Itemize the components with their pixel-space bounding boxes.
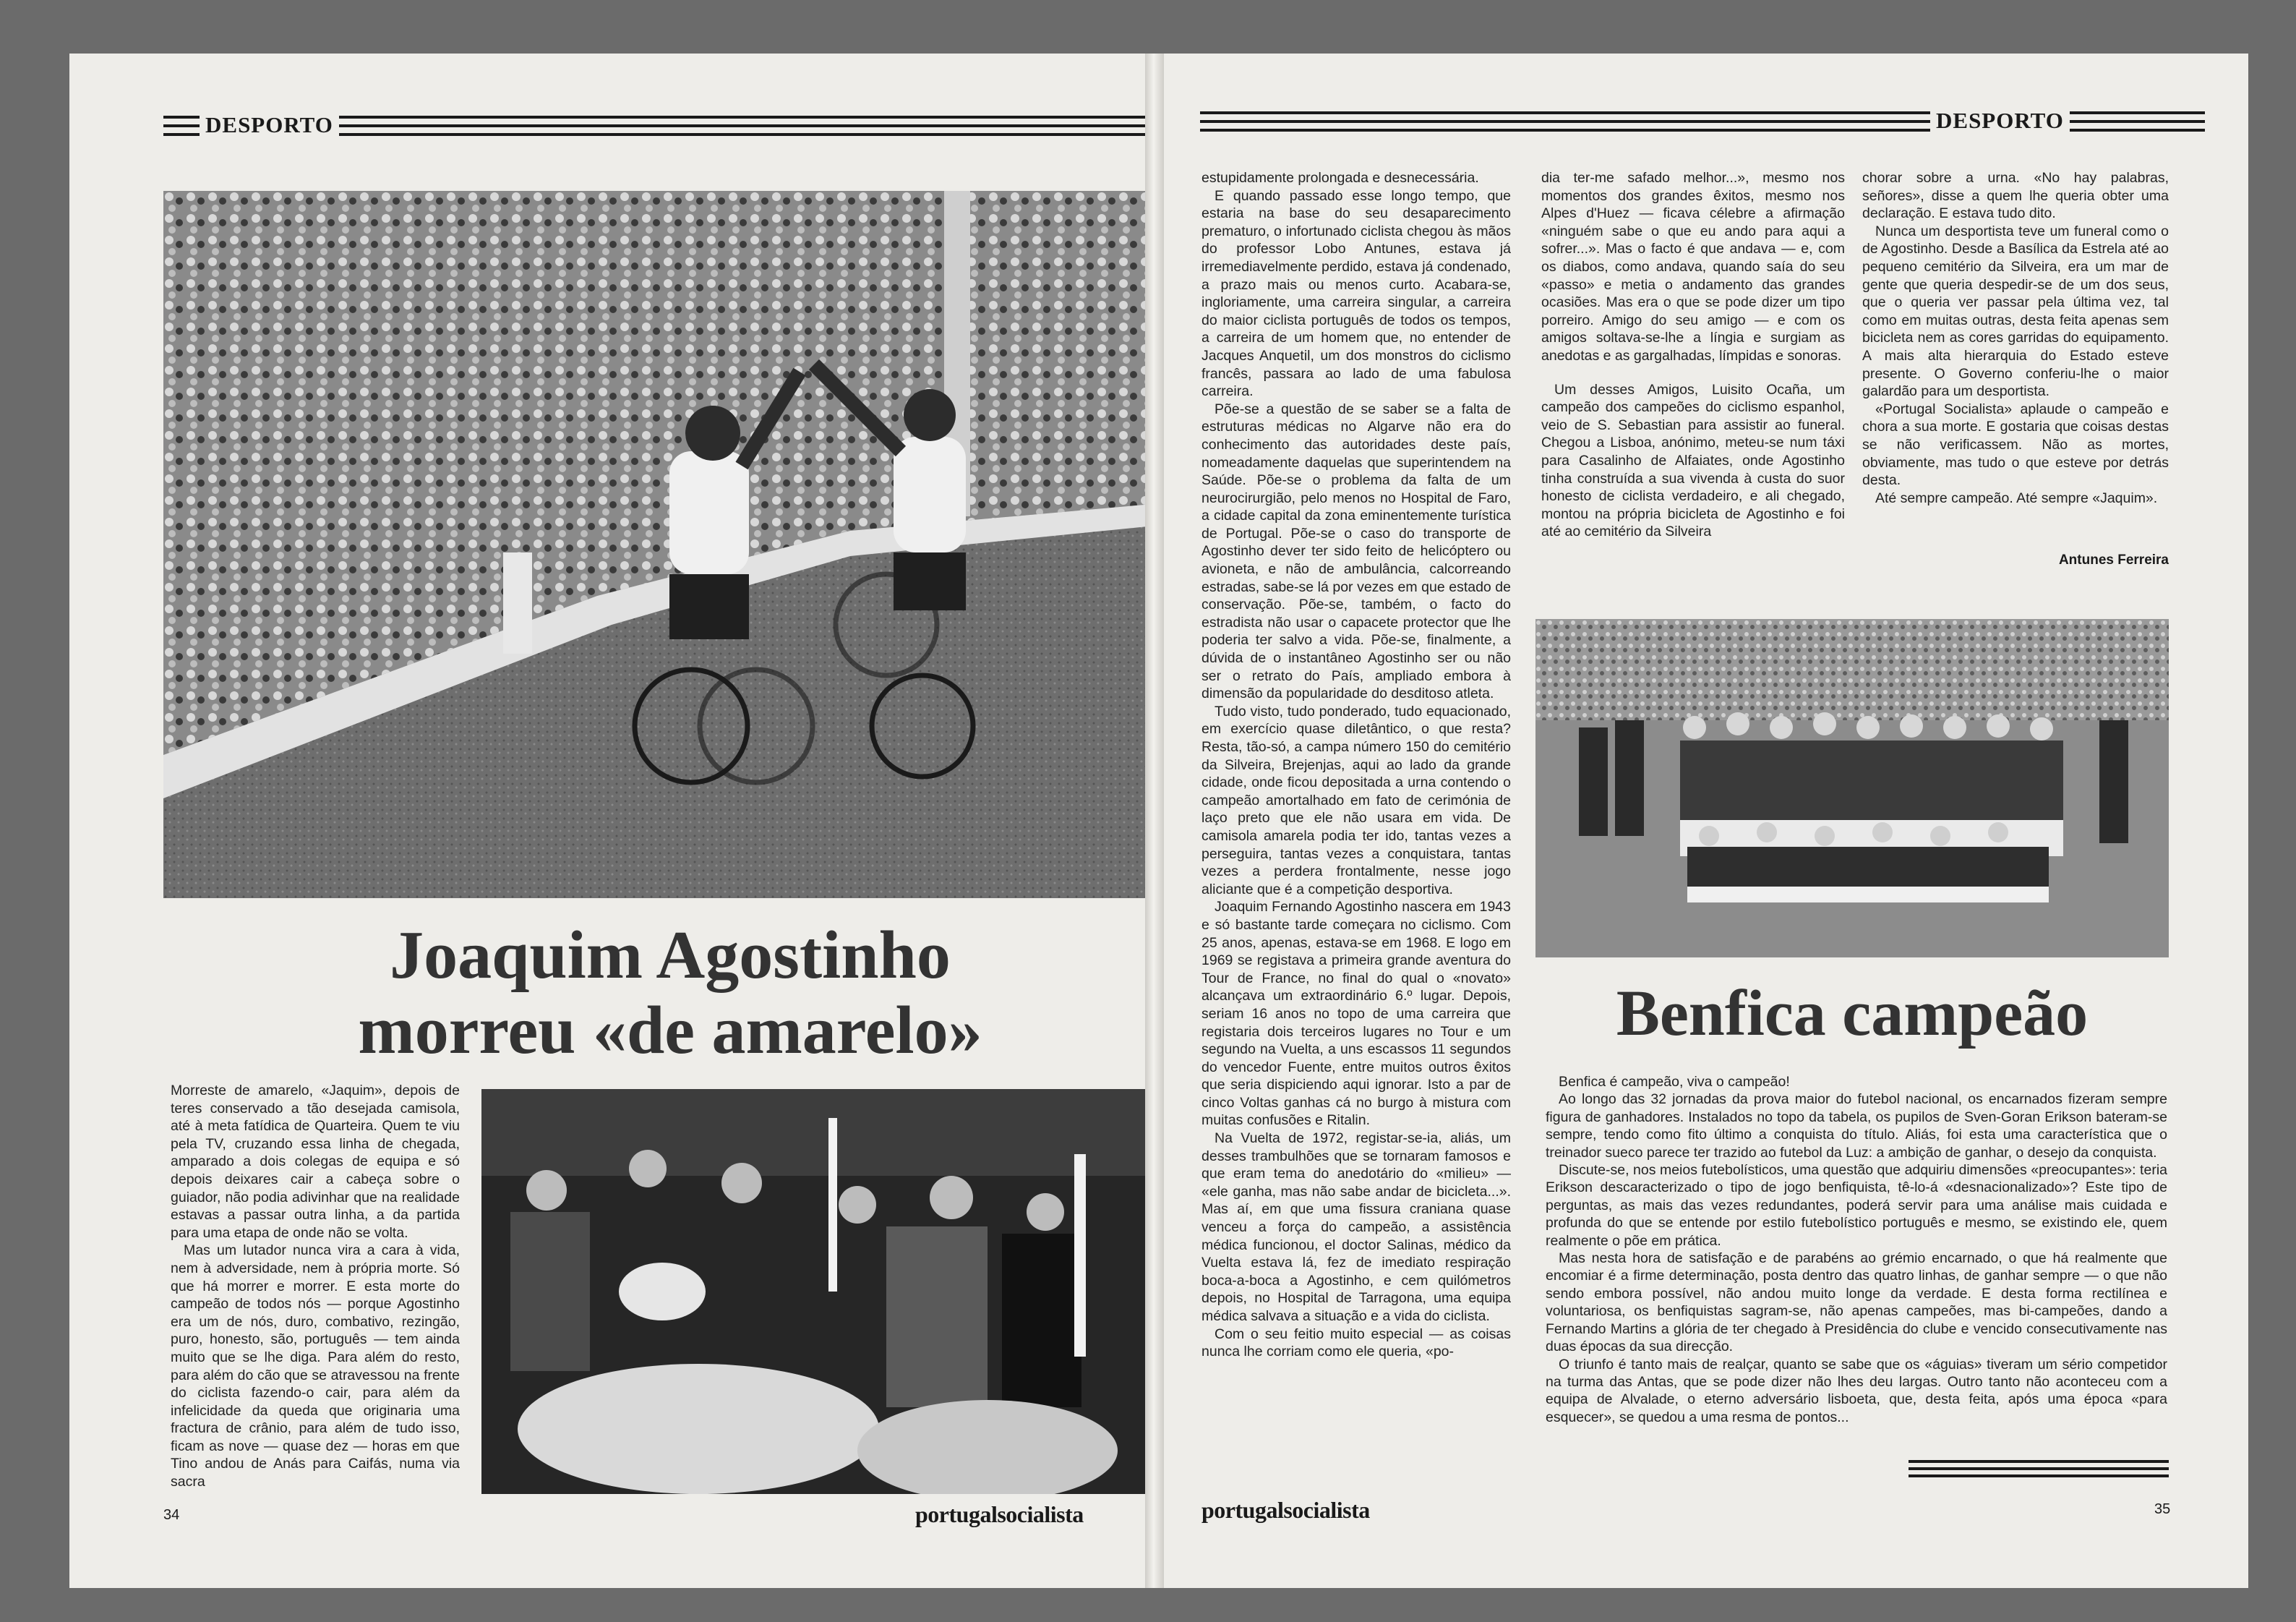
left-page — [69, 54, 1145, 1588]
headline-line-1: Joaquim Agostinho — [390, 918, 951, 993]
article-continuation-col1 — [1201, 169, 1511, 1529]
headline-line-2: morreu «de amarelo» — [358, 993, 982, 1068]
article-continuation-col3 — [1862, 169, 2169, 603]
benfica-article — [1546, 1073, 2167, 1507]
article-signature: Antunes Ferreira — [2058, 552, 2169, 568]
article-paragraph: dia ter-me safado melhor...», mesmo nos momentos dos grandes êxitos, mesmo nos Alpes d'Huez — ficava célebre a afirmação «ninguém sabe o que eu ando para aqui a sofrer...». Mas o facto é que andava — e, com os diabos, como andava, quando saía do seu «passo» e metia o andamento das grandes ocasiões. Mas era o que se pode dizer um tipo porreiro. Amigo do seu amigo — e com os amigos soltava-se-lhe a língia e surgiam as anedotas e as gargalhadas, límpidas e sonoras. — [1541, 170, 1845, 364]
article-paragraph: Nunca um desportista teve um funeral como o de Agostinho. Desde a Basílica da Estrela até ao pequeno cemitério da Silveira, era um mar de gente que queria despedir-se de um dos seus, que o queria ver passar pela última vez, tal como em muitas outras, desta feita apenas sem bicicleta nem as cores garridas do equipamento. A mais alta hierarquia do Estado esteve presente. O Governo conferiu-lhe o maior galardão para um desportista. — [1862, 223, 2169, 400]
article-paragraph: Benfica é campeão, viva o campeão! — [1559, 1074, 1790, 1090]
article-paragraph: Tudo visto, tudo ponderado, tudo equacionado, em exercício quase diletântico, o que resta? Resta, tão-só, a campa número 150 do cemitério da Silveira, Brejenjas, aqui ao lado da grande cidade, onde ficou depositada a urna contendo o campeão amortalhado em fato de cerimónia de laço preto que ele não usara em vida. De camisola amarela podia ter ido, tantas vezes a perseguira, tantas vezes a conquistara, tantas vezes a perdera frontalmente, nesse jogo aliciante que é a competição desportiva. — [1201, 703, 1511, 897]
section-label-left: DESPORTO — [200, 113, 339, 137]
cyclists-photo-illustration — [163, 191, 1145, 898]
article-paragraph: E quando passado esse longo tempo, que estaria na base do seu desaparecimento prematuro, o infortunado ciclista chegou às mãos do professor Lobo Antunes, estava já irremediavelmente perdido, estava já condenado, a prazo mais ou menos curto. Acabara-se, ingloriamente, uma carreira singular, a carreira do maior ciclista português de todos os tempos, a carreira de um homem que, no entender de Jacques Anquetil, um dos monstros do ciclismo francês, passara ao lado de uma fabulosa carreira. — [1201, 187, 1511, 400]
section-label-right: DESPORTO — [1930, 108, 2070, 133]
article-paragraph: Põe-se a questão de se saber se a falta de estruturas médicas no Algarve não era do conhecimento das autoridades deste país, nomeadamente daquelas que superintendem na Saúde. Põe-se o problema da falta de um neurocirurgião, pelo menos no Hospital de Faro, a cidade capital da zona eminentemente turística de Portugal. Põe-se o caso do transporte de Agostinho dever ter sido feito de helicóptero ou avioneta, e não de ambulância, calcorreando estradas, sabe-se lá por vezes em que estado de conservação. Põe-se, também, o facto do estradista não usar o capacete protector que lhe poderia ter salvo a vida. Põe-se, finalmente, a dúvida de o instantâneo Agostinho ser ou não ser o retrato do País, ampliado embora à dimensão da popularidade do desditoso atleta. — [1201, 401, 1511, 702]
cyclists-finish-photo — [163, 191, 1145, 898]
article-continuation-col2 — [1541, 169, 1845, 632]
agostinho-article-col — [171, 1082, 460, 1494]
article-paragraph: «Portugal Socialista» aplaude o campeão e chora a sua morte. E gostaria que coisas destas se não verificassem. Não as mortes, obviamente, mas tudo o que esteve por detrás desta. — [1862, 401, 2169, 489]
right-page — [1164, 54, 2248, 1588]
article-paragraph: Mas nesta hora de satisfação e de parabéns ao grémio encarnado, o que há realmente que encomiar é a firme determinação, posta dentro das quatro linhas, de ganhar sempre — o que não sendo embora possível, não andou muito longe da verdade. E desta forma rectilínea e voluntariosa, os benfiquistas sagram-se, não apenas campeões, mas bi-campeões, dando a Fernando Martins a glória de ter chegado à Presidência do clube e vencido consecutivamente nas duas épocas da sua direcção. — [1546, 1250, 2167, 1355]
article-paragraph: Na Vuelta de 1972, registar-se-ia, aliás, um desses trambulhões que se tornaram famosos e que eram tema do anedotário do «milieu» — «ele ganha, mas não sabe andar de bicicleta...». Mas aí, em que uma fissura craniana quase venceu a força do campeão, a assistência médica funcionou, el doctor Salinas, médico da Vuelta estava lá, fez de imediato respiração boca-a-boca a Agostinho, e cem quilómetros depois, no Hospital de Tarragona, uma equipa médica salvava a situação e a vida do ciclista. — [1201, 1130, 1511, 1324]
page-number-left: 34 — [163, 1507, 180, 1523]
footer-logo-left: portugalsocialista — [915, 1501, 1084, 1527]
article-paragraph: Ao longo das 32 jornadas da prova maior do futebol nacional, os encarnados fizeram sempre figura de ganhadores. Instalados no topo da tabela, os pupilos de Sven-Goran Erikson bateram-se sempre, tendo como fito último a conquista do título. Aliás, foi esta uma característica que o treinador sueco parece ter trazido ao futebol da Luz: a ambição de ganhar, o desejo da conquista. — [1546, 1091, 2167, 1161]
benfica-headline: Benfica campeão — [1616, 978, 2089, 1049]
agostinho-headline — [163, 918, 1145, 1068]
article-paragraph: O triunfo é tanto mais de realçar, quanto se sabe que os «águias» tiveram um sério competidor na turma das Antas, que se pode dizer não lhes deu largas. Outro tanto não aconteceu com a equipa de Alvalade, o eterno adversário lisboeta, que, desta feita, após uma época «para esquecer», se quedou a uma resma de pontos... — [1546, 1356, 2167, 1425]
article-paragraph: Um desses Amigos, Luisito Ocaña, um campeão dos campeões do ciclismo espanhol, veio de S. Sebastian para assistir ao funeral. Chegou a Lisboa, anónimo, meteu-se num táxi para Casalinho de Alfaiates, onde Agostinho tinha construída a sua vivenda à custa do suor honesto de ciclista verdadeiro, e ali chegado, montou na própria bicicleta de Agostinho e foi até ao cemitério da Silveira — [1541, 381, 1845, 540]
article-paragraph: chorar sobre a urna. «No hay palabras, señores», disse a quem lhe queria obter uma declaração. E estava tudo dito. — [1862, 170, 2169, 222]
footer-logo-right: portugalsocialista — [1201, 1497, 1370, 1523]
article-paragraph: Joaquim Fernando Agostinho nascera em 1943 e só bastante tarde começara no ciclismo. Com 25 anos, apenas, estava-se em 1968. E logo em 1969 se registava a primeira grande aventura do Tour de France, no final do qual o «novato» alcançava um extraordinário 6.º lugar. Depois, seriam 16 anos no topo de uma carreira que registaria dois terceiros lugares no Tour e um segundo na Vuelta, a uns escassos 11 segundos do vencedor Fuente, entre muitos outros êxitos que seria dispiciendo aqui ignorar. Isto a par de cinco Voltas ganhas cá no burgo à mistura com muitas confusões e Ritalin. — [1201, 899, 1511, 1129]
spine-fold — [1145, 54, 1164, 1588]
article-paragraph: Com o seu feitio muito especial — as coisas nunca lhe corriam como ele queria, «po- — [1201, 1326, 1511, 1360]
page-number-right: 35 — [2154, 1501, 2171, 1517]
article-paragraph: estupidamente prolongada e desnecessária. — [1201, 170, 1479, 186]
article-paragraph: Discute-se, nos meios futebolísticos, uma questão que adquiriu dimensões «preocupantes»: teria Erikson descaracterizado o tipo de jogo benfiquista, tê-lo-á «desnacionalizado»? Este tipo de perguntas, as mais das vezes redundantes, poderá servir para uma análise mais cuidada e profunda do que se entende por estilo futebolístico português e mesmo, se existindo ele, quem realmente o põe em prática. — [1546, 1162, 2167, 1249]
article-paragraph: Morreste de amarelo, «Jaquim», depois de teres conservado a tão desejada camisola, até à meta fatídica de Quarteira. Quem te viu pela TV, cruzando essa linha de chegada, amparado a dois colegas de equipa e só depois deixares cair a cabeça sobre o guiador, não podia adivinhar que na realidade estavas a passar outra linha, a da partida para uma etapa de onde não se volta. — [171, 1083, 460, 1241]
article-paragraph: Mas um lutador nunca vira a cara à vida, nem à adversidade, nem à própria morte. Só que há morrer e morrer. E esta morte do campeão de todos nós — porque Agostinho era um de nós, duro, combativo, rezingão, puro, honesto, são, português — tem ainda muito que se lhe diga. Para além do resto, para além do cão que se atravessou na frente do ciclista fazendo-o cair, para além da infelicidade da queda que originaria uma fractura de crânio, para além de tudo isso, ficam as nove — quase dez — horas em que Tino andou de Anás para Caifás, numa via sacra — [171, 1242, 460, 1490]
article-paragraph: Até sempre campeão. Até sempre «Jaquim». — [1875, 490, 2158, 506]
funeral-photo-illustration — [481, 1089, 1145, 1494]
team-photo-illustration — [1535, 619, 2169, 957]
benfica-team-photo — [1535, 619, 2169, 957]
funeral-photo — [481, 1089, 1145, 1494]
end-rules — [1909, 1460, 2169, 1477]
